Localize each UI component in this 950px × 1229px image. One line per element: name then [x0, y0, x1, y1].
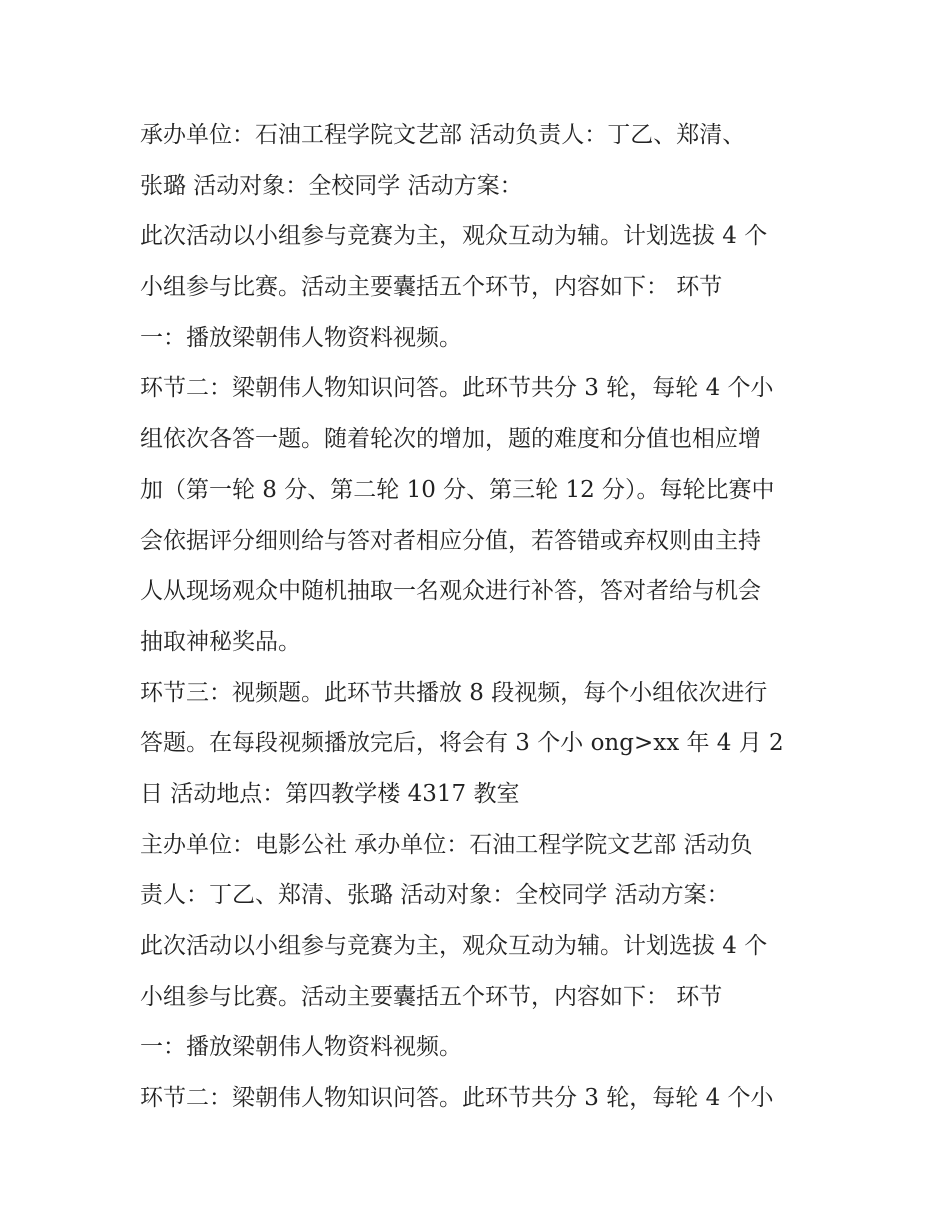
document-body	[140, 110, 820, 1124]
text-line: 加（第一轮 8 分、第二轮 10 分、第三轮 12 分）。每轮比赛中	[140, 476, 775, 503]
text-line: 环节三：视频题。此环节共播放 8 段视频，每个小组依次进行	[140, 679, 768, 706]
text-line: 此次活动以小组参与竞赛为主，观众互动为辅。计划选拔 4 个	[140, 933, 768, 959]
text-line: 一：播放梁朝伟人物资料视频。	[140, 1034, 462, 1061]
text-line: 一：播放梁朝伟人物资料视频。	[140, 324, 462, 351]
text-line: 此次活动以小组参与竞赛为主，观众互动为辅。计划选拔 4 个	[140, 223, 768, 250]
text-line: 主办单位：电影公社 承办单位：石油工程学院文艺部 活动负	[140, 831, 753, 858]
text-line: 承办单位：石油工程学院文艺部 活动负责人：丁乙、郑清、	[140, 122, 746, 148]
text-line: 会依据评分细则给与答对者相应分值，若答错或弃权则由主持	[140, 527, 761, 554]
text-line: 张璐 活动对象：全校同学 活动方案：	[140, 172, 523, 199]
text-line: 日 活动地点：第四教学楼 4317 教室	[140, 780, 520, 807]
text-line: 答题。在每段视频播放完后，将会有 3 个小 ong>xx 年 4 月 2	[140, 730, 784, 757]
text-line: 责人：丁乙、郑清、张璐 活动对象：全校同学 活动方案：	[140, 882, 730, 909]
text-line: 小组参与比赛。活动主要囊括五个环节，内容如下： 环节	[140, 983, 723, 1010]
text-line: 环节二：梁朝伟人物知识问答。此环节共分 3 轮，每轮 4 个小	[140, 1085, 774, 1112]
text-line: 人从现场观众中随机抽取一名观众进行补答，答对者给与机会	[140, 578, 761, 605]
text-line: 抽取神秘奖品。	[140, 628, 301, 655]
text-line: 组依次各答一题。随着轮次的增加，题的难度和分值也相应增	[140, 426, 761, 453]
text-line: 环节二：梁朝伟人物知识问答。此环节共分 3 轮，每轮 4 个小	[140, 375, 774, 402]
text-line: 小组参与比赛。活动主要囊括五个环节，内容如下： 环节	[140, 274, 723, 301]
